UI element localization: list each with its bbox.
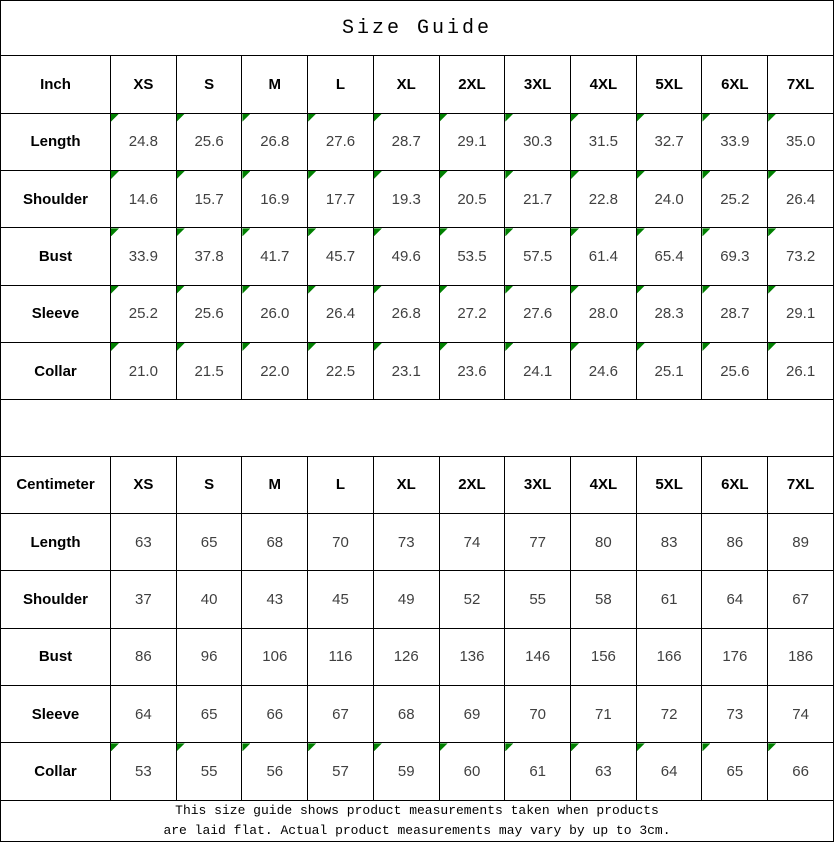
comment-flag-icon [768, 286, 776, 294]
footer-note-line-2: are laid flat. Actual product measurements may vary by up to 3cm. [163, 822, 671, 838]
size-header-cell: 7XL [768, 56, 834, 113]
value-cell: 146 [505, 628, 571, 685]
comment-flag-icon [374, 228, 382, 236]
comment-flag-icon [177, 343, 185, 351]
value-cell: 29.1 [439, 113, 505, 170]
value-cell: 45 [308, 571, 374, 628]
value-cell: 22.8 [571, 170, 637, 227]
value-cell: 37.8 [176, 228, 242, 285]
footer-note-line-1: This size guide shows product measurements taken when products [175, 802, 659, 818]
value-cell: 186 [768, 628, 834, 685]
value-cell: 52 [439, 571, 505, 628]
size-header-cell: L [308, 56, 374, 113]
value-cell: 126 [373, 628, 439, 685]
comment-flag-icon [177, 743, 185, 751]
comment-flag-icon [308, 114, 316, 122]
comment-flag-icon [571, 114, 579, 122]
table-row [1, 571, 834, 628]
value-cell: 33.9 [702, 113, 768, 170]
comment-flag-icon [505, 114, 513, 122]
comment-flag-icon [505, 228, 513, 236]
size-header-cell: S [176, 56, 242, 113]
unit-header-cell: Inch [1, 56, 111, 113]
value-cell: 106 [242, 628, 308, 685]
value-cell: 31.5 [571, 113, 637, 170]
value-cell: 55 [176, 743, 242, 800]
value-cell: 63 [111, 514, 177, 571]
value-cell: 80 [571, 514, 637, 571]
size-header-cell: 2XL [439, 456, 505, 513]
value-cell: 28.7 [702, 285, 768, 342]
value-cell: 89 [768, 514, 834, 571]
value-cell: 58 [571, 571, 637, 628]
value-cell: 66 [242, 686, 308, 743]
value-cell: 73 [702, 686, 768, 743]
row-label-cell: Length [1, 514, 111, 571]
comment-flag-icon [242, 286, 250, 294]
comment-flag-icon [242, 114, 250, 122]
comment-flag-icon [768, 171, 776, 179]
comment-flag-icon [505, 286, 513, 294]
value-cell: 26.8 [373, 285, 439, 342]
comment-flag-icon [637, 286, 645, 294]
value-cell: 43 [242, 571, 308, 628]
comment-flag-icon [702, 286, 710, 294]
value-cell: 23.6 [439, 342, 505, 399]
value-cell: 61.4 [571, 228, 637, 285]
comment-flag-icon [505, 743, 513, 751]
comment-flag-icon [702, 743, 710, 751]
value-cell: 72 [636, 686, 702, 743]
comment-flag-icon [177, 228, 185, 236]
size-header-cell: XL [373, 56, 439, 113]
value-cell: 66 [768, 743, 834, 800]
value-cell: 16.9 [242, 170, 308, 227]
value-cell: 22.5 [308, 342, 374, 399]
value-cell: 57 [308, 743, 374, 800]
comment-flag-icon [111, 228, 119, 236]
size-header-cell: M [242, 56, 308, 113]
comment-flag-icon [242, 228, 250, 236]
table-row [1, 686, 834, 743]
value-cell: 22.0 [242, 342, 308, 399]
value-cell: 26.8 [242, 113, 308, 170]
value-cell: 68 [373, 686, 439, 743]
value-cell: 26.0 [242, 285, 308, 342]
value-cell: 25.2 [702, 170, 768, 227]
value-cell: 74 [439, 514, 505, 571]
value-cell: 83 [636, 514, 702, 571]
comment-flag-icon [768, 114, 776, 122]
size-header-cell: 7XL [768, 456, 834, 513]
value-cell: 32.7 [636, 113, 702, 170]
value-cell: 35.0 [768, 113, 834, 170]
value-cell: 96 [176, 628, 242, 685]
value-cell: 27.6 [308, 113, 374, 170]
size-header-cell: 5XL [636, 456, 702, 513]
value-cell: 166 [636, 628, 702, 685]
comment-flag-icon [702, 228, 710, 236]
value-cell: 116 [308, 628, 374, 685]
value-cell: 29.1 [768, 285, 834, 342]
value-cell: 45.7 [308, 228, 374, 285]
size-header-cell: XL [373, 456, 439, 513]
value-cell: 40 [176, 571, 242, 628]
value-cell: 21.0 [111, 342, 177, 399]
value-cell: 19.3 [373, 170, 439, 227]
value-cell: 74 [768, 686, 834, 743]
size-header-cell: M [242, 456, 308, 513]
value-cell: 27.2 [439, 285, 505, 342]
value-cell: 65 [176, 686, 242, 743]
comment-flag-icon [637, 343, 645, 351]
value-cell: 20.5 [439, 170, 505, 227]
comment-flag-icon [242, 743, 250, 751]
value-cell: 59 [373, 743, 439, 800]
value-cell: 21.7 [505, 170, 571, 227]
row-label-cell: Collar [1, 743, 111, 800]
value-cell: 26.1 [768, 342, 834, 399]
comment-flag-icon [111, 114, 119, 122]
value-cell: 86 [702, 514, 768, 571]
value-cell: 67 [308, 686, 374, 743]
comment-flag-icon [374, 114, 382, 122]
value-cell: 71 [571, 686, 637, 743]
unit-header-cell: Centimeter [1, 456, 111, 513]
value-cell: 61 [505, 743, 571, 800]
value-cell: 64 [636, 743, 702, 800]
comment-flag-icon [702, 114, 710, 122]
value-cell: 67 [768, 571, 834, 628]
comment-flag-icon [374, 286, 382, 294]
inch-table-body [1, 56, 834, 400]
comment-flag-icon [111, 743, 119, 751]
value-cell: 33.9 [111, 228, 177, 285]
comment-flag-icon [637, 743, 645, 751]
comment-flag-icon [308, 171, 316, 179]
table-row [1, 342, 834, 399]
centimeter-table-body [1, 456, 834, 800]
row-label-cell: Sleeve [1, 686, 111, 743]
comment-flag-icon [177, 114, 185, 122]
table-row [1, 743, 834, 800]
value-cell: 64 [702, 571, 768, 628]
comment-flag-icon [440, 228, 448, 236]
value-cell: 28.0 [571, 285, 637, 342]
value-cell: 24.8 [111, 113, 177, 170]
comment-flag-icon [440, 743, 448, 751]
size-header-cell: L [308, 456, 374, 513]
value-cell: 56 [242, 743, 308, 800]
value-cell: 28.3 [636, 285, 702, 342]
comment-flag-icon [637, 114, 645, 122]
size-header-cell: 3XL [505, 456, 571, 513]
size-header-cell: 6XL [702, 456, 768, 513]
comment-flag-icon [308, 743, 316, 751]
comment-flag-icon [571, 171, 579, 179]
value-cell: 25.6 [176, 285, 242, 342]
row-label-cell: Length [1, 113, 111, 170]
comment-flag-icon [505, 171, 513, 179]
value-cell: 25.1 [636, 342, 702, 399]
comment-flag-icon [177, 286, 185, 294]
value-cell: 24.1 [505, 342, 571, 399]
value-cell: 49.6 [373, 228, 439, 285]
comment-flag-icon [702, 171, 710, 179]
value-cell: 136 [439, 628, 505, 685]
size-header-cell: S [176, 456, 242, 513]
size-header-cell: 3XL [505, 56, 571, 113]
comment-flag-icon [571, 228, 579, 236]
comment-flag-icon [111, 286, 119, 294]
value-cell: 25.6 [702, 342, 768, 399]
value-cell: 69.3 [702, 228, 768, 285]
comment-flag-icon [571, 743, 579, 751]
comment-flag-icon [111, 171, 119, 179]
table-gap-spacer [1, 400, 834, 456]
size-header-cell: 4XL [571, 456, 637, 513]
comment-flag-icon [308, 343, 316, 351]
page-title: Size Guide [1, 1, 834, 56]
row-label-cell: Collar [1, 342, 111, 399]
table-row [1, 228, 834, 285]
value-cell: 73 [373, 514, 439, 571]
table-row [1, 514, 834, 571]
value-cell: 41.7 [242, 228, 308, 285]
size-header-cell: 6XL [702, 56, 768, 113]
comment-flag-icon [242, 171, 250, 179]
table-row [1, 285, 834, 342]
value-cell: 53 [111, 743, 177, 800]
table-row [1, 113, 834, 170]
comment-flag-icon [374, 171, 382, 179]
comment-flag-icon [571, 286, 579, 294]
value-cell: 23.1 [373, 342, 439, 399]
comment-flag-icon [111, 343, 119, 351]
value-cell: 25.6 [176, 113, 242, 170]
value-cell: 26.4 [768, 170, 834, 227]
size-header-cell: XS [111, 56, 177, 113]
comment-flag-icon [308, 228, 316, 236]
value-cell: 77 [505, 514, 571, 571]
comment-flag-icon [440, 343, 448, 351]
value-cell: 28.7 [373, 113, 439, 170]
value-cell: 53.5 [439, 228, 505, 285]
value-cell: 55 [505, 571, 571, 628]
value-cell: 73.2 [768, 228, 834, 285]
row-label-cell: Shoulder [1, 571, 111, 628]
value-cell: 70 [505, 686, 571, 743]
value-cell: 65 [702, 743, 768, 800]
value-cell: 63 [571, 743, 637, 800]
value-cell: 70 [308, 514, 374, 571]
size-header-cell: 2XL [439, 56, 505, 113]
value-cell: 37 [111, 571, 177, 628]
comment-flag-icon [440, 171, 448, 179]
value-cell: 24.0 [636, 170, 702, 227]
comment-flag-icon [374, 343, 382, 351]
value-cell: 24.6 [571, 342, 637, 399]
size-header-cell: 4XL [571, 56, 637, 113]
comment-flag-icon [440, 286, 448, 294]
value-cell: 64 [111, 686, 177, 743]
row-label-cell: Bust [1, 628, 111, 685]
value-cell: 49 [373, 571, 439, 628]
table-header-row [1, 456, 834, 513]
value-cell: 156 [571, 628, 637, 685]
comment-flag-icon [768, 228, 776, 236]
table-row [1, 170, 834, 227]
value-cell: 86 [111, 628, 177, 685]
comment-flag-icon [768, 343, 776, 351]
comment-flag-icon [571, 343, 579, 351]
comment-flag-icon [308, 286, 316, 294]
value-cell: 30.3 [505, 113, 571, 170]
row-label-cell: Bust [1, 228, 111, 285]
table-header-row [1, 56, 834, 113]
value-cell: 60 [439, 743, 505, 800]
comment-flag-icon [177, 171, 185, 179]
size-header-cell: XS [111, 456, 177, 513]
value-cell: 26.4 [308, 285, 374, 342]
row-label-cell: Shoulder [1, 170, 111, 227]
value-cell: 68 [242, 514, 308, 571]
value-cell: 17.7 [308, 170, 374, 227]
value-cell: 14.6 [111, 170, 177, 227]
footer-note [1, 800, 834, 841]
value-cell: 25.2 [111, 285, 177, 342]
row-label-cell: Sleeve [1, 285, 111, 342]
value-cell: 65 [176, 514, 242, 571]
value-cell: 57.5 [505, 228, 571, 285]
comment-flag-icon [505, 343, 513, 351]
comment-flag-icon [768, 743, 776, 751]
value-cell: 61 [636, 571, 702, 628]
table-row [1, 628, 834, 685]
comment-flag-icon [374, 743, 382, 751]
comment-flag-icon [637, 171, 645, 179]
comment-flag-icon [242, 343, 250, 351]
value-cell: 27.6 [505, 285, 571, 342]
comment-flag-icon [702, 343, 710, 351]
value-cell: 65.4 [636, 228, 702, 285]
comment-flag-icon [637, 228, 645, 236]
value-cell: 69 [439, 686, 505, 743]
value-cell: 176 [702, 628, 768, 685]
value-cell: 21.5 [176, 342, 242, 399]
value-cell: 15.7 [176, 170, 242, 227]
comment-flag-icon [440, 114, 448, 122]
size-header-cell: 5XL [636, 56, 702, 113]
